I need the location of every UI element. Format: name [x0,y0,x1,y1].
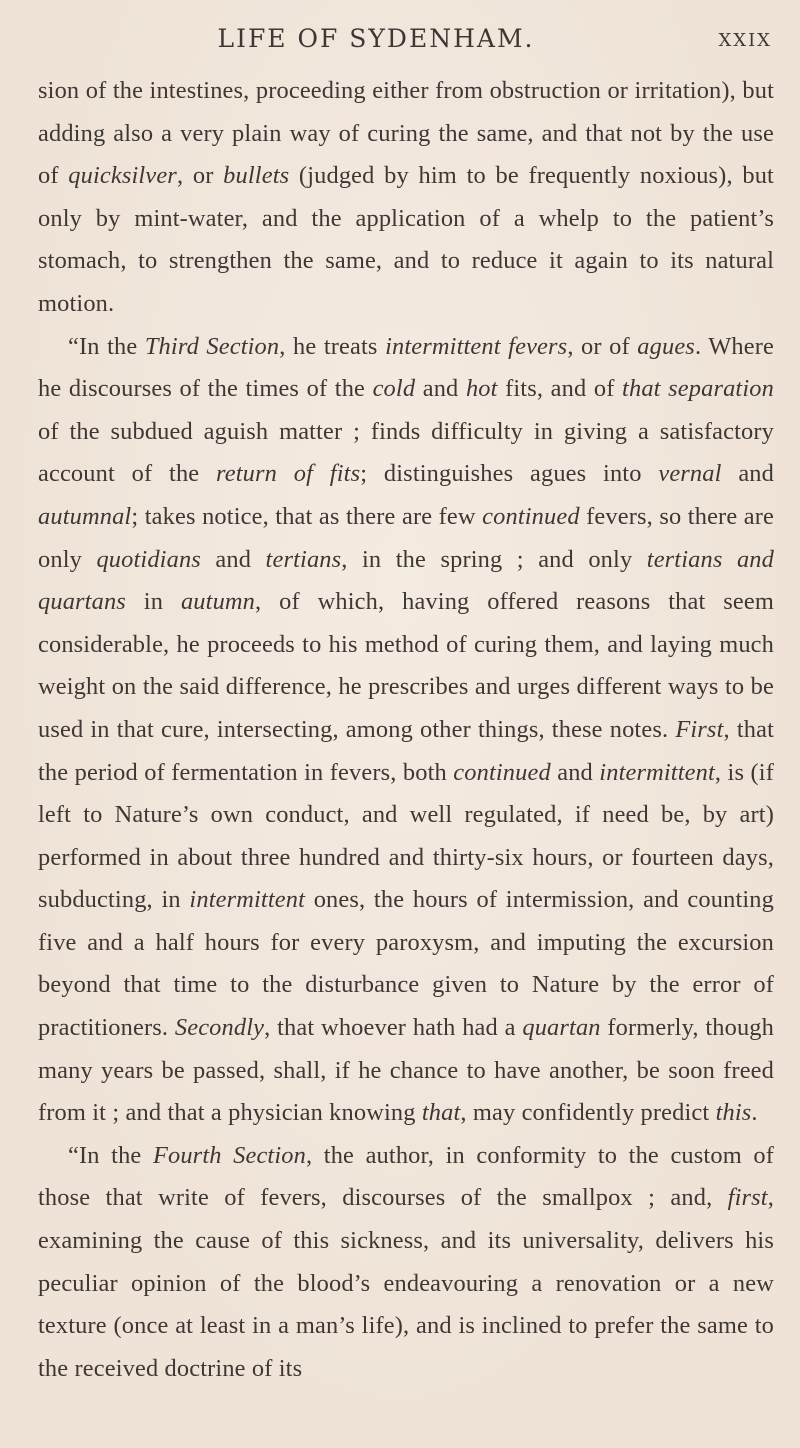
text-run: , the author, in conformity to the custom of those that write of fevers, discourses of the smallpox ; and, [38,1141,774,1212]
italic-run: continued [453,758,551,786]
italic-run: quartan [522,1014,601,1042]
text-run: formerly, though many years be passed, shall, if he chance to have another, be soon freed from it ; and that a physician knowing [38,1014,775,1127]
text-run: , of which, having offered reasons that seem considerable, he proceeds to his method of curing them, and laying much weight on the said difference, he prescribes and urges different ways to be used in that cure, intersecting, among other things, these notes. [38,588,774,743]
page-number: XXIX [718,30,772,51]
italic-run: that [421,1099,461,1127]
italic-run: bullets [223,162,290,190]
italic-run: Third Section [144,332,280,360]
text-run: , in the spring ; and only [341,545,647,573]
text-run: . Where he discourses of the times of the [38,332,774,403]
italic-run: Fourth Section [152,1141,306,1169]
running-title: LIFE OF SYDENHAM. [217,24,535,53]
text-run: , that whoever hath had a [264,1014,523,1042]
text-run: and [200,545,266,573]
text-run: and [550,758,600,786]
text-run: , or [176,162,224,190]
paragraph-3 [38,1135,774,1391]
italic-run: vernal [658,460,722,488]
paragraph-1 [38,70,774,326]
italic-run: agues [637,332,695,360]
italic-run: tertians [265,545,342,573]
italic-run: this [715,1099,752,1127]
italic-run: that separation [622,375,774,403]
italic-run: hot [465,375,498,403]
text-run: . [751,1099,758,1127]
text-run: (judged by him to be frequently noxious), but only by mint-water, and the application of a whelp to the patient’s stomach, to strengthen the same, and to reduce it again to its natural motion. [38,162,774,317]
text-run: , examining the cause of this sickness, and its universality, delivers his peculiar opinion of the blood’s endeavouring a renovation or a new texture (once at least in a man’s life), and is inclined to prefer the same to the received doctrine of its [38,1184,774,1382]
text-run: in [125,588,181,616]
text-run: , may confidently predict [460,1099,716,1127]
italic-run: continued [482,502,580,530]
italic-run: intermittent [189,886,306,914]
italic-run: quicksilver [68,162,177,190]
text-run: of the subdued aguish matter ; finds difficulty in giving a satisfactory account of the [38,417,774,488]
italic-run: First [675,715,724,743]
italic-run: quotidians [96,545,201,573]
paragraph-2 [38,326,774,1135]
italic-run: tertians and quartans [38,545,774,616]
text-run: and [415,375,466,403]
text-run: , he treats [279,332,386,360]
text-run: “In the [68,1141,153,1169]
text-run: sion of the intestines, proceeding either from obstruction or irritation), but adding also a very plain way of curing the same, and that not by the use of [38,77,774,190]
text-run: , is (if left to Nature’s own conduct, and well regulated, if need be, by art) performed in about three hundred and thirty-six hours, or fourteen days, subducting, in [38,758,774,914]
text-run: and [721,460,774,488]
running-head [38,0,774,52]
text-run: “In the [68,332,145,360]
text-run: ; distinguishes agues into [360,460,659,488]
text-run: ; takes notice, that as there are few [131,502,483,530]
body-text [38,70,774,1390]
italic-run: first [727,1184,768,1212]
italic-run: Secondly [174,1014,265,1042]
text-run: fits, and of [497,375,623,403]
italic-run: autumn [180,588,256,616]
italic-run: cold [372,375,416,403]
text-run: , or of [567,332,638,360]
italic-run: autumnal [38,502,132,530]
italic-run: intermittent fevers [385,332,568,360]
text-run: fevers, so there are only [38,502,774,573]
italic-run: intermittent [599,758,715,786]
text-run: ones, the hours of intermission, and counting five and a half hours for every paroxysm, and imputing the excursion beyond that time to the disturbance given to Nature by the error of practitioners. [38,886,774,1042]
italic-run: return of fits [216,460,361,488]
text-run: , that the period of fermentation in fevers, both [38,715,774,786]
